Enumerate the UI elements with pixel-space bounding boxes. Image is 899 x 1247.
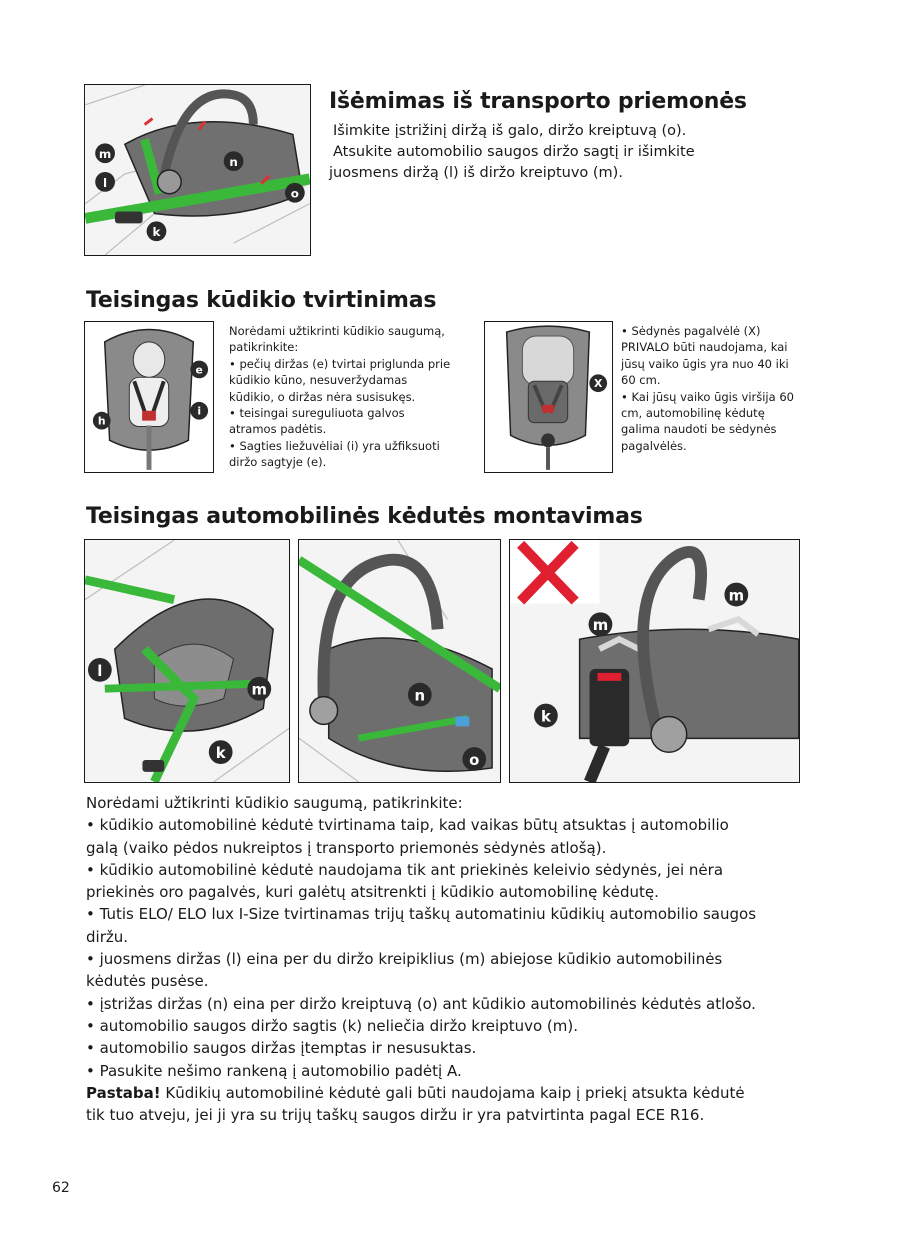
section2-title: Teisingas kūdikio tvirtinimas bbox=[86, 288, 437, 313]
label-e bbox=[190, 361, 208, 379]
svg-text:n: n bbox=[229, 155, 238, 170]
installation-illustration-1 bbox=[84, 539, 290, 783]
note-text: Kūdikių automobilinė kėdutė gali būti naudojama kaip į priekį atsukta kėdutė bbox=[160, 1083, 745, 1102]
label-i bbox=[190, 402, 208, 420]
label-m-left bbox=[589, 612, 613, 636]
label-k bbox=[534, 704, 558, 728]
svg-text:e: e bbox=[195, 363, 203, 377]
label-h bbox=[93, 412, 111, 430]
svg-text:m: m bbox=[592, 616, 609, 635]
label-l bbox=[95, 172, 115, 192]
installation-checklist bbox=[86, 792, 846, 1126]
svg-text:i: i bbox=[197, 404, 202, 418]
svg-text:k: k bbox=[540, 707, 551, 726]
removal-illustration-svg bbox=[85, 85, 310, 255]
installation-illustration-2-svg bbox=[299, 540, 500, 782]
svg-text:o: o bbox=[290, 186, 299, 201]
svg-text:m: m bbox=[251, 680, 268, 699]
label-k bbox=[147, 221, 167, 241]
svg-text:k: k bbox=[152, 225, 161, 240]
checklist-line: diržu. bbox=[86, 927, 129, 946]
checklist-line: galą (vaiko pėdos nukreiptos į transporto priemonės sėdynės atlošą). bbox=[86, 838, 607, 857]
label-x bbox=[589, 374, 607, 392]
checklist-line: • automobilio saugos diržas įtemptas ir nesusuktas. bbox=[86, 1039, 477, 1058]
label-o bbox=[462, 747, 486, 771]
svg-text:l: l bbox=[103, 175, 108, 190]
note-line-2: tik tuo atveju, jei ji yra su trijų taškų saugos diržu ir yra patvirtinta pagal ECE R16. bbox=[86, 1106, 705, 1125]
checklist-line: • juosmens diržas (l) eina per du diržo kreipiklius (m) abiejose kūdikio automobilinės bbox=[86, 950, 723, 969]
checklist-line: • kūdikio automobilinė kėdutė tvirtinama taip, kad vaikas būtų atsuktas į automobilio bbox=[86, 816, 729, 835]
page-number: 62 bbox=[52, 1180, 70, 1196]
checklist-line: • kūdikio automobilinė kėdutė naudojama tik ant priekinės keleivio sėdynės, jei nėra bbox=[86, 860, 724, 879]
section1-line-3: juosmens diržą (l) iš diržo kreiptuvo (m). bbox=[329, 165, 623, 181]
svg-text:h: h bbox=[97, 414, 106, 428]
installation-illustration-wrong-svg bbox=[510, 540, 799, 782]
cushion-illustration bbox=[484, 321, 613, 473]
section1-line-2: Atsukite automobilio saugos diržo sagtį ir išimkite bbox=[333, 144, 695, 160]
note-label: Pastaba! bbox=[86, 1083, 161, 1102]
cushion-illustration-svg bbox=[485, 322, 612, 472]
section3-title: Teisingas automobilinės kėdutės montavimas bbox=[86, 504, 643, 529]
svg-text:o: o bbox=[469, 750, 480, 769]
harness-illustration-svg bbox=[85, 322, 213, 472]
label-m bbox=[247, 677, 271, 701]
svg-text:m: m bbox=[728, 586, 745, 605]
harness-check-text: Norėdami užtikrinti kūdikio saugumą, patikrinkite: • pečių diržas (e) tvirtai priglunda prie kūdikio kūno, nesuveržydamas kūdikio, o diržas nėra susisukęs. • teisingai sureguliuota galvos atramos padėtis. • Sagties liežuvėliai (i) yra užfiksuoti diržo sagtyje (e). bbox=[229, 324, 451, 470]
svg-text:l: l bbox=[97, 661, 103, 680]
checklist-line: kėdutės pusėse. bbox=[86, 972, 209, 991]
label-l bbox=[88, 658, 112, 682]
installation-illustration-2 bbox=[298, 539, 501, 783]
label-k bbox=[209, 740, 233, 764]
checklist-line: • Tutis ELO/ ELO lux I-Size tvirtinamas trijų taškų automatiniu kūdikių automobilio saugos bbox=[86, 905, 757, 924]
checklist-line: • įstrižas diržas (n) eina per diržo kreiptuvą (o) ant kūdikio automobilinės kėdutės atlošo. bbox=[86, 994, 756, 1013]
note-line-1 bbox=[86, 1082, 846, 1104]
checklist-line: Norėdami užtikrinti kūdikio saugumą, patikrinkite: bbox=[86, 794, 463, 812]
checklist-line: • Pasukite nešimo rankeną į automobilio padėtį A. bbox=[86, 1061, 462, 1080]
checklist-line: • automobilio saugos diržo sagtis (k) neliečia diržo kreiptuvo (m). bbox=[86, 1016, 579, 1035]
installation-illustration-wrong bbox=[509, 539, 800, 783]
label-n bbox=[408, 683, 432, 707]
installation-illustration-1-svg bbox=[85, 540, 289, 782]
cushion-info-text: • Sėdynės pagalvėlė (X) PRIVALO būti naudojama, kai jūsų vaiko ūgis yra nuo 40 iki 60 cm. • Kai jūsų vaiko ūgis viršija 60 cm, automobilinę kėdutę galima naudoti be sėdynės pagalvėlės. bbox=[621, 324, 794, 453]
svg-text:n: n bbox=[414, 686, 426, 705]
checklist-line: priekinės oro pagalvės, kuri galėtų atsitrenkti į kūdikio automobilinę kėdutę. bbox=[86, 883, 659, 902]
label-m-right bbox=[724, 583, 748, 607]
harness-illustration bbox=[84, 321, 214, 473]
label-m bbox=[95, 143, 115, 163]
label-o bbox=[285, 183, 305, 203]
svg-text:X: X bbox=[594, 377, 603, 391]
svg-text:k: k bbox=[215, 744, 226, 763]
label-n bbox=[224, 151, 244, 171]
svg-text:m: m bbox=[98, 147, 112, 162]
section1-title: Išėmimas iš transporto priemonės bbox=[329, 89, 747, 114]
removal-illustration bbox=[84, 84, 311, 256]
section1-line-1: Išimkite įstrižinį diržą iš galo, diržo kreiptuvą (o). bbox=[333, 123, 687, 139]
